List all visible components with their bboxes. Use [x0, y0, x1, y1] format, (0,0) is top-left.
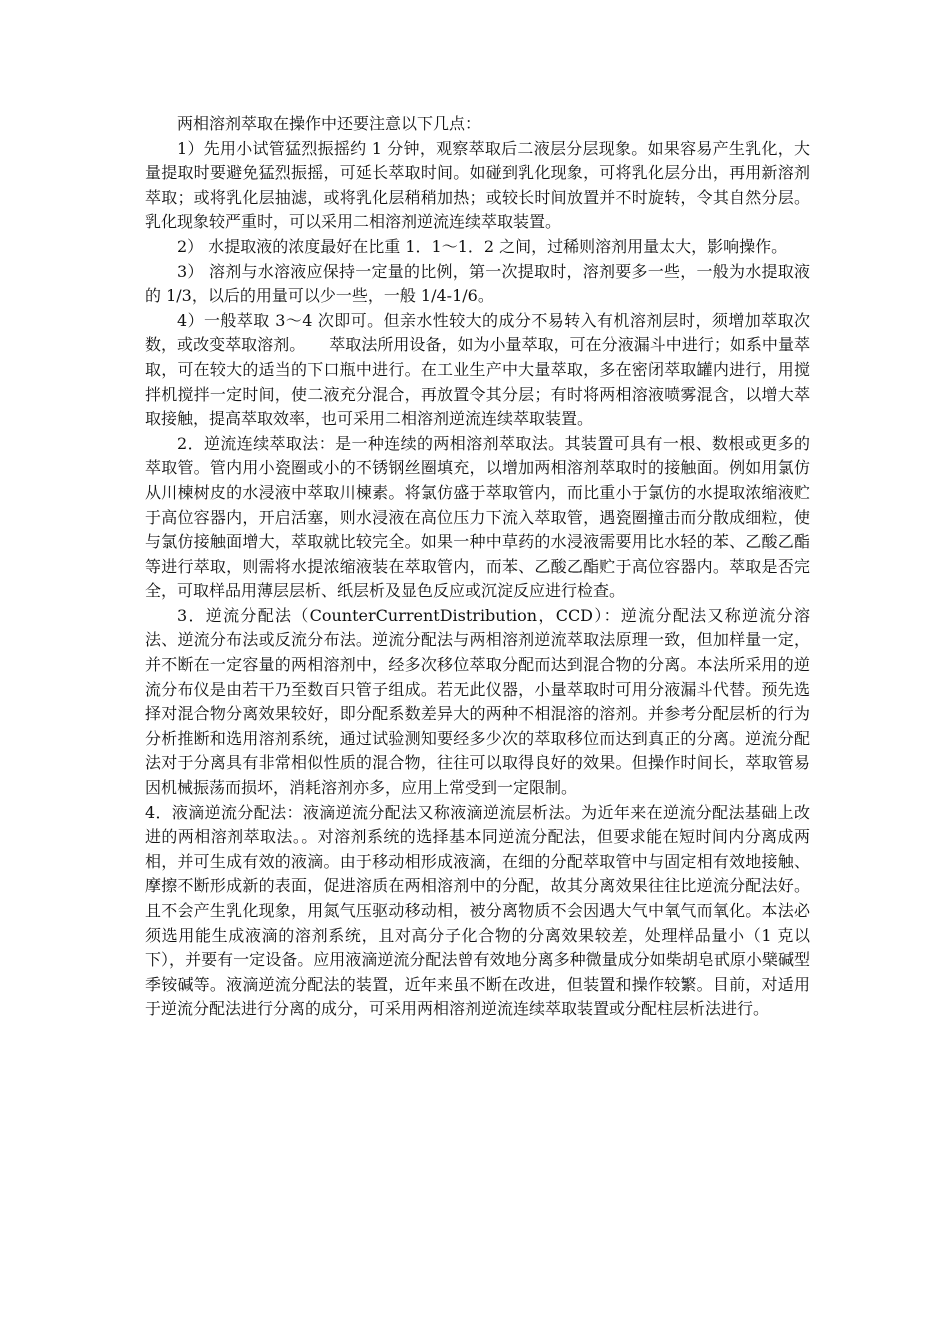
note-3-paragraph: 3） 溶剂与水溶液应保持一定量的比例，第一次提取时，溶剂要多一些，一般为水提取液的 1/3，以后的用量可以少一些，一般 1/4-1/6。: [145, 261, 810, 306]
dccc-paragraph: 4．液滴逆流分配法：液滴逆流分配法又称液滴逆流层析法。为近年来在逆流分配法基础上改进的两相溶剂萃取法。。对溶剂系统的选择基本同逆流分配法，但要求能在短时间内分离成两相，并可生成有效的液滴。由于移动相形成液滴，在细的分配萃取管中与固定相有效地接触、摩擦不断形成新的表面，促进溶质在两相溶剂中的分配，故其分离效果往往比逆流分配法好。且不会产生乳化现象，用氮气压驱动移动相，被分离物质不会因遇大气中氧气而氧化。本法必须选用能生成液滴的溶剂系统，且对高分子化合物的分离效果较差，处理样品量小（1 克以下），并要有一定设备。应用液滴逆流分配法曾有效地分离多种微量成分如柴胡皂甙原小檗碱型季铵碱等。液滴逆流分配法的装置，近年来虽不断在改进，但装置和操作较繁。目前，对适用于逆流分配法进行分离的成分，可采用两相溶剂逆流连续萃取装置或分配柱层析法进行。: [145, 802, 810, 1019]
document-body: [145, 112, 810, 1022]
note-1-paragraph: 1）先用小试管猛烈振摇约 1 分钟，观察萃取后二液层分层现象。如果容易产生乳化，大量提取时要避免猛烈振摇，可延长萃取时间。如碰到乳化现象，可将乳化层分出，再用新溶剂萃取；或将乳化层抽滤，或将乳化层稍稍加热；或较长时间放置并不时旋转，令其自然分层。乳化现象较严重时，可以采用二相溶剂逆流连续萃取装置。: [145, 138, 810, 232]
note-4-paragraph: 4）一般萃取 3～4 次即可。但亲水性较大的成分不易转入有机溶剂层时，须增加萃取次数，或改变萃取溶剂。 萃取法所用设备，如为小量萃取，可在分液漏斗中进行；如系中量萃取，可在较大的适当的下口瓶中进行。在工业生产中大量萃取，多在密闭萃取罐内进行，用搅拌机搅拌一定时间，使二液充分混合，再放置令其分层；有时将两相溶液喷雾混含，以增大萃取接触，提高萃取效率，也可采用二相溶剂逆流连续萃取装置。: [145, 310, 810, 429]
note-2-paragraph: 2） 水提取液的浓度最好在比重 1．1～1．2 之间，过稀则溶剂用量太大，影响操作。: [177, 236, 788, 256]
ccd-paragraph: 3．逆流分配法（CounterCurrentDistribution，CCD）：逆流分配法又称逆流分溶法、逆流分布法或反流分布法。逆流分配法与两相溶剂逆流萃取法原理一致，但加样量一定，并不断在一定容量的两相溶剂中，经多次移位萃取分配而达到混合物的分离。本法所采用的逆流分布仪是由若干乃至数百只管子组成。若无此仪器，小量萃取时可用分液漏斗代替。预先选择对混合物分离效果较好，即分配系数差异大的两种不相混溶的溶剂。并参考分配层析的行为分析推断和选用溶剂系统，通过试验测知要经多少次的萃取移位而达到真正的分离。逆流分配法对于分离具有非常相似性质的混合物，往往可以取得良好的效果。但操作时间长，萃取管易因机械振荡而损坏，消耗溶剂亦多，应用上常受到一定限制。: [145, 605, 810, 798]
intro-paragraph: 两相溶剂萃取在操作中还要注意以下几点：: [177, 114, 482, 133]
countercurrent-extraction-paragraph: 2．逆流连续萃取法：是一种连续的两相溶剂萃取法。其装置可具有一根、数根或更多的萃取管。管内用小瓷圈或小的不锈钢丝圈填充，以增加两相溶剂萃取时的接触面。例如用氯仿从川楝树皮的水浸液中萃取川楝素。将氯仿盛于萃取管内，而比重小于氯仿的水提取浓缩液贮于高位容器内，开启活塞，则水浸液在高位压力下流入萃取管，遇瓷圈撞击而分散成细粒，使与氯仿接触面增大，萃取就比较完全。如果一种中草药的水浸液需要用比水轻的苯、乙酸乙酯等进行萃取，则需将水提浓缩液装在萃取管内，而苯、乙酸乙酯贮于高位容器内。萃取是否完全，可取样品用薄层层析、纸层析及显色反应或沉淀反应进行检查。: [145, 433, 810, 601]
